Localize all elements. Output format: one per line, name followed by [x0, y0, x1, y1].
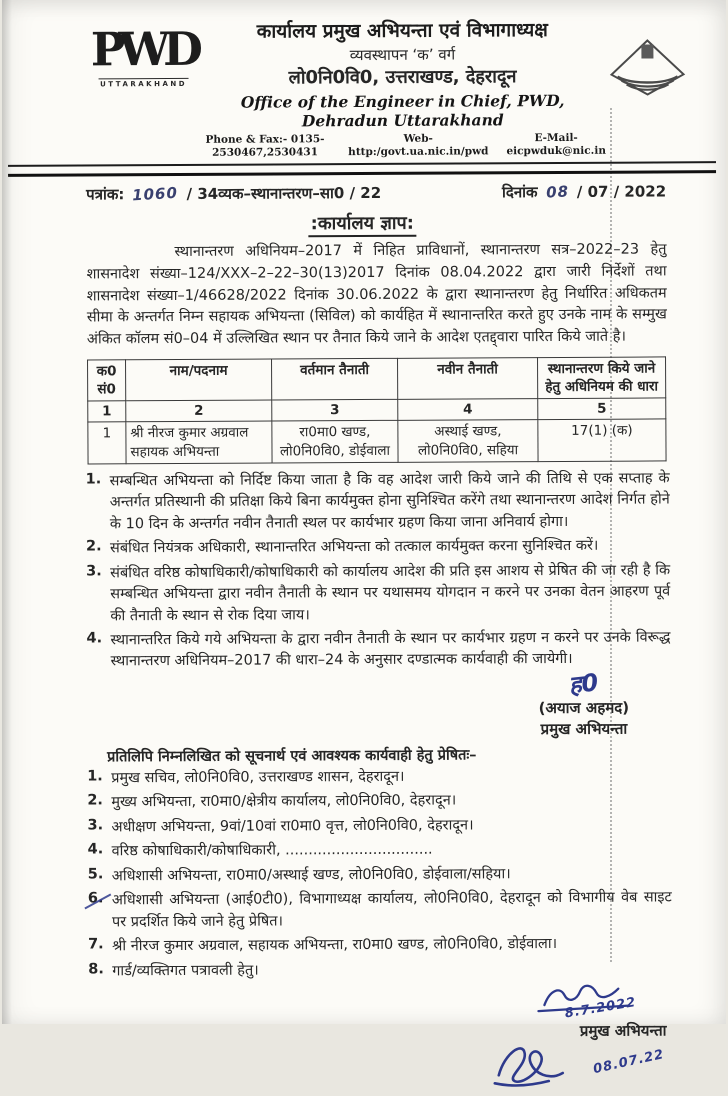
website: Web- http:/govt.ua.nic.in/pwd	[348, 132, 489, 158]
copy-item	[87, 790, 671, 815]
condition-number: 1.	[85, 471, 102, 488]
establishment-line: व्यवस्थापन ‘क’ वर्ग	[349, 45, 456, 64]
copy-text: अधिशासी अभियन्ता (आई0टी0), विभागाध्यक्ष कार्यालय, लो0नि0वि0, देहरादून को विभागीय वेब साइट पर प्रदर्शित किये जाने हेतु प्रेषित।	[111, 889, 672, 930]
cell-name: श्री नीरज कुमार अग्रवाल सहायक अभियन्ता	[126, 421, 272, 463]
department-line: लो0नि0वि0, उत्तराखण्ड, देहरादून	[288, 65, 517, 88]
col-num-5: 5	[538, 398, 666, 420]
cell-section: 17(1) (क)	[538, 419, 666, 461]
cell-sno: 1	[88, 422, 126, 464]
letter-number-handwritten: 1060	[132, 183, 179, 205]
pwd-logo-icon	[87, 21, 199, 91]
office-name-english: Office of the Engineer in Chief, PWD, Dehradun Uttarakhand	[240, 90, 565, 131]
copy-item	[88, 839, 672, 864]
condition-item	[86, 627, 670, 673]
scanned-memo-page	[2, 0, 726, 1078]
copy-list	[3, 765, 728, 983]
uttarakhand-emblem-icon	[605, 18, 698, 120]
col-header-current: वर्तमान तैनाती	[272, 358, 398, 400]
cell-current-posting: रा0मा0 खण्ड, लो0नि0वि0, डोईवाला	[272, 421, 398, 463]
copy-number: 2.	[87, 792, 103, 809]
handwritten-date-2: 08.07.22	[591, 1047, 666, 1078]
col-num-1: 1	[88, 401, 126, 422]
copy-text: अधिशासी अभियन्ता, रा0मा0/अस्थाई खण्ड, लो0नि0वि0, डोईवाला/सहिया।	[111, 865, 511, 885]
condition-text: सम्बन्धित अभियन्ता को निर्दिष्ट किया जाता है कि वह आदेश जारी किये जाने की तिथि से एक सप्ताह के अन्तर्गत प्रतिस्थानी की प्रतिक्षा किये बिना कार्यमुक्त होना सुनिश्चित करेंगे तथा स्थानान्तरण आदेश निर्गत होने के 10 दिन के अन्तर्गत नवीन तैनाती स्थल पर कार्यभार ग्रहण किया जाना अनिवार्य होगा।	[109, 470, 670, 533]
date-handwritten: 08	[545, 182, 570, 202]
letter-date	[502, 181, 666, 202]
copy-text: गार्ड/व्यक्तिगत पत्रावली हेतु।	[112, 962, 259, 979]
letterhead-text	[199, 19, 606, 160]
body-paragraph: स्थानान्तरण अधिनियम–2017 में निहित प्राविधानों, स्थानान्तरण सत्र–2022–23 हेतु शासनादेश संख्या–124/XXX–2–22–30(13)2017 दिनांक 08.04.2022 द्वारा जारी निर्देशों तथा शासनादेश संख्या–1/46628/2022 दिनांक 30.06.2022 के द्वारा स्थानान्तरण हेतु निर्धारित अधिकतम सीमा के अन्तर्गत निम्न सहायक अभियन्ता (सिविल) को कार्यहित में स्थानान्तरित करते हुए उनके नाम के सम्मुख अंकित कॉलम सं0–04 में उल्लिखित स्थान पर तैनात किये जाने के आदेश एतद्द्वारा पारित किये जाते है।	[86, 241, 667, 348]
letter-number-rest: / 34व्यक–स्थानान्तरण–सा0 / 22	[186, 183, 382, 203]
signatory-title: प्रमुख अभियन्ता	[540, 719, 628, 738]
office-name-hindi: कार्यालय प्रमुख अभियन्ता एवं विभागाध्यक्ष	[256, 19, 548, 43]
copy-number: 5.	[87, 866, 104, 883]
copy-number: 7.	[88, 936, 104, 953]
table-header-row	[88, 357, 666, 401]
col-header-name: नाम/पदनाम	[126, 359, 272, 401]
copy-text: वरिष्ठ कोषाधिकारी/कोषाधिकारी, ................................	[111, 841, 433, 860]
date-label: दिनांक	[501, 183, 538, 202]
copy-item	[87, 814, 671, 839]
copy-text: श्री नीरज कुमार अग्रवाल, सहायक अभियन्ता, रा0मा0 खण्ड, लो0नि0वि0, डोईवाला।	[112, 936, 558, 955]
signature-block	[489, 668, 679, 740]
phone-fax: Phone & Fax:- 0135-2530467,2530431	[205, 132, 325, 159]
letter-number-label: पत्रांक:	[86, 185, 125, 204]
pwd-monogram: PWD	[90, 21, 197, 77]
bottom-signatory-title: प्रमुख अभियन्ता	[579, 1021, 667, 1040]
conditions-list	[2, 461, 727, 674]
copy-number: 3.	[87, 817, 104, 834]
cell-new-posting: अस्थाई खण्ड, लो0नि0वि0, सहिया	[398, 420, 538, 462]
signatory-name: (अयाज अहमद)	[538, 698, 630, 718]
signature-initial-handwritten: ह0	[567, 668, 600, 700]
copy-text: मुख्य अभियन्ता, रा0मा0/क्षेत्रीय कार्यालय, लो0नि0वि0, देहरादून।	[111, 792, 457, 811]
copy-item	[88, 863, 672, 888]
column-number-row	[88, 398, 666, 422]
col-header-section: स्थानान्तरण किये जाने हेतु अधिनियम की धारा	[538, 357, 666, 399]
pwd-logo-caption: UTTARAKHAND	[98, 78, 189, 88]
memo-heading: :कार्यालय ज्ञाप:	[0, 209, 724, 237]
copy-item	[88, 888, 672, 934]
condition-item	[86, 468, 670, 535]
email: E-Mail-eicpwduk@nic.in	[506, 131, 606, 158]
col-num-4: 4	[398, 399, 538, 421]
condition-item	[86, 560, 670, 627]
pen-stroke-mark	[84, 892, 114, 912]
reference-line	[0, 173, 724, 205]
condition-text: स्थानान्तरित किये गये अभियन्ता के द्वारा नवीन तैनाती के स्थान पर कार्यभार ग्रहण न करने पर उनके विरूद्ध स्थानान्तरण अधिनियम–2017 की धारा–24 के अनुसार दण्डात्मक कार्यवाही की जायेगी।	[110, 629, 671, 670]
condition-text: संबंधित वरिष्ठ कोषाधिकारी/कोषाधिकारी को कार्यालय आदेश की प्रति इस आशय से प्रेषित की जा रही है कि सम्बन्धित अभियन्ता द्वारा नवीन तैनाती के स्थान पर यथासमय योगदान न करने पर उनका वेतन आहरण पूर्व की तैनाती के स्थान से रोक दिया जाय।	[110, 562, 671, 624]
copy-item	[87, 765, 671, 790]
copy-number: 6.	[87, 890, 104, 907]
transfer-table	[87, 356, 667, 464]
letter-number	[86, 183, 381, 205]
handwritten-date-1: 8.7.2022	[563, 995, 638, 1022]
col-num-2: 2	[126, 400, 272, 422]
condition-number: 4.	[86, 630, 103, 647]
copy-number: 4.	[87, 841, 104, 858]
col-header-new: नवीन तैनाती	[398, 357, 538, 399]
copy-number: 8.	[88, 960, 104, 977]
copy-text: अधीक्षण अभियन्ता, 9वां/10वां रा0मा0 वृत्त, लो0नि0वि0, देहरादून।	[111, 817, 474, 836]
table-row	[88, 419, 666, 463]
bottom-signature-area	[4, 982, 728, 1096]
copy-heading: प्रतिलिपि निम्नलिखित को सूचनार्थ एवं आवश्यक कार्यवाही हेतु प्रेषितः–	[107, 747, 477, 766]
contact-row	[200, 131, 606, 159]
letterhead	[0, 0, 724, 161]
condition-number: 2.	[85, 538, 102, 555]
date-rest: / 07 / 2022	[576, 182, 667, 201]
col-num-3: 3	[272, 400, 398, 422]
condition-item	[86, 536, 670, 561]
condition-text: संबंधित नियंत्रक अधिकारी, स्थानान्तरित अभियन्ता को तत्काल कार्यमुक्त करना सुनिश्चित करें।	[109, 537, 599, 557]
condition-number: 3.	[86, 563, 102, 580]
copy-number: 1.	[87, 768, 103, 785]
copy-text: प्रमुख सचिव, लो0नि0वि0, उत्तराखण्ड शासन, देहरादून।	[111, 768, 405, 787]
col-header-sno: क0 सं0	[88, 359, 126, 401]
copy-item	[88, 933, 672, 958]
